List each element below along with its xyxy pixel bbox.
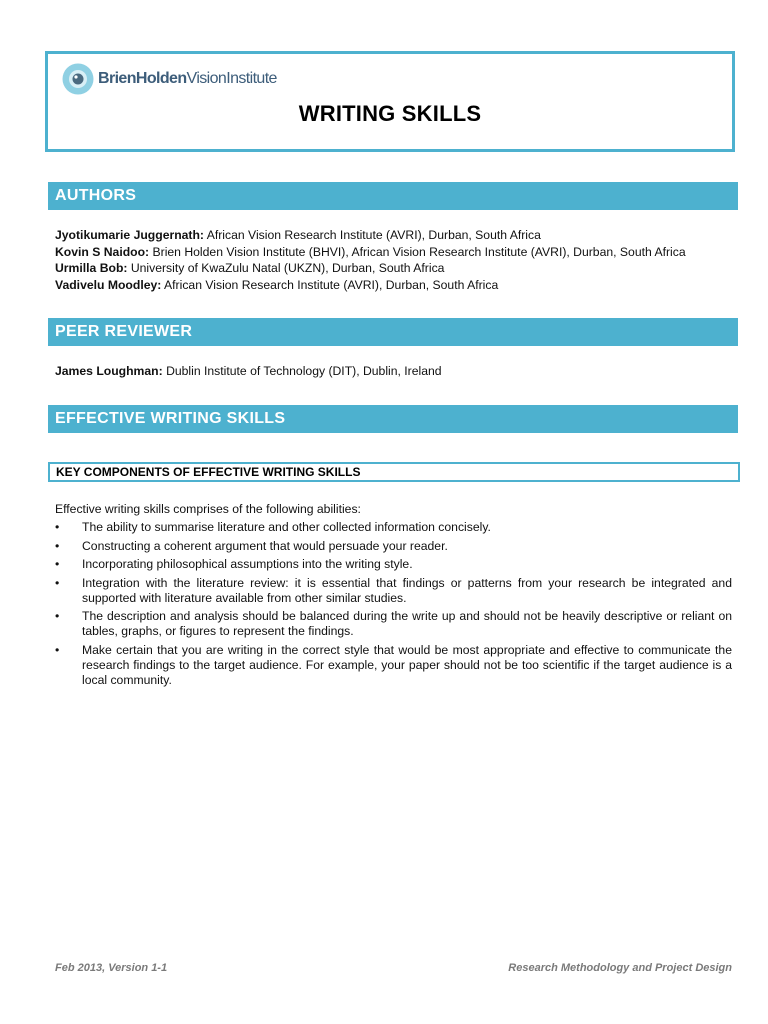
list-item (55, 576, 732, 606)
peer-reviewer-heading: PEER REVIEWER (48, 318, 738, 346)
authors-heading: AUTHORS (48, 182, 738, 210)
bullet-icon: • (55, 557, 60, 571)
intro-text: Effective writing skills comprises of the following abilities: (55, 502, 361, 516)
institute-logo (62, 63, 277, 95)
author-affiliation: African Vision Research Institute (AVRI), Durban, South Africa (204, 228, 541, 242)
author-entry (55, 260, 686, 277)
author-affiliation: African Vision Research Institute (AVRI), Durban, South Africa (161, 277, 499, 292)
author-name: Vadivelu Moodley: (55, 277, 162, 292)
logo-brand-light: VisionInstitute (186, 70, 277, 87)
authors-list (55, 227, 686, 293)
key-components-subheading: KEY COMPONENTS OF EFFECTIVE WRITING SKILLS (48, 462, 740, 482)
list-item-text: Integration with the literature review: it is essential that findings or patterns from your research be integrated and supported with literature available from other similar studies. (82, 575, 732, 605)
effective-writing-heading: EFFECTIVE WRITING SKILLS (48, 405, 738, 433)
list-item (55, 539, 732, 554)
peer-reviewer-list (55, 363, 442, 380)
bullet-icon: • (55, 575, 60, 590)
bullet-icon: • (55, 520, 60, 534)
author-entry (55, 244, 686, 261)
logo-text (98, 70, 277, 88)
list-item-text: Incorporating philosophical assumptions into the writing style. (82, 557, 413, 571)
list-item (55, 520, 732, 535)
footer-version: Feb 2013, Version 1-1 (55, 962, 168, 974)
author-name: Jyotikumarie Juggernath: (55, 228, 204, 242)
bullet-icon: • (55, 642, 60, 657)
list-item (55, 557, 732, 572)
reviewer-entry (55, 363, 442, 380)
footer-course-title: Research Methodology and Project Design (508, 962, 732, 974)
list-item-text: The ability to summarise literature and other collected information concisely. (82, 520, 491, 534)
reviewer-affiliation: Dublin Institute of Technology (DIT), Dublin, Ireland (162, 364, 442, 378)
bullet-icon: • (55, 538, 60, 553)
list-item-text: Make certain that you are writing in the correct style that would be most appropriate and effective to communicate the research findings to the target audience. For example, your paper should not be too scientific if the target audience is a local community. (82, 642, 732, 687)
list-item-text: Constructing a coherent argument that would persuade your reader. (82, 538, 448, 553)
reviewer-name: James Loughman: (55, 364, 163, 378)
bullet-icon: • (55, 609, 60, 623)
logo-brand-bold: BrienHolden (98, 70, 187, 87)
author-entry (55, 227, 686, 244)
author-entry (55, 277, 686, 294)
abilities-list (55, 520, 732, 691)
list-item (55, 609, 732, 639)
author-name: Kovin S Naidoo: (55, 244, 150, 259)
document-header (45, 51, 735, 152)
author-affiliation: Brien Holden Vision Institute (BHVI), African Vision Research Institute (AVRI), Durban, South Africa (149, 244, 686, 259)
author-affiliation: University of KwaZulu Natal (UKZN), Durban, South Africa (127, 261, 445, 275)
eye-icon (62, 63, 94, 95)
author-name: Urmilla Bob: (55, 261, 128, 275)
list-item-text: The description and analysis should be balanced during the write up and should not be heavily descriptive or reliant on tables, graphs, or figures to represent the findings. (82, 609, 732, 638)
list-item (55, 643, 732, 688)
document-title: WRITING SKILLS (298, 101, 482, 126)
